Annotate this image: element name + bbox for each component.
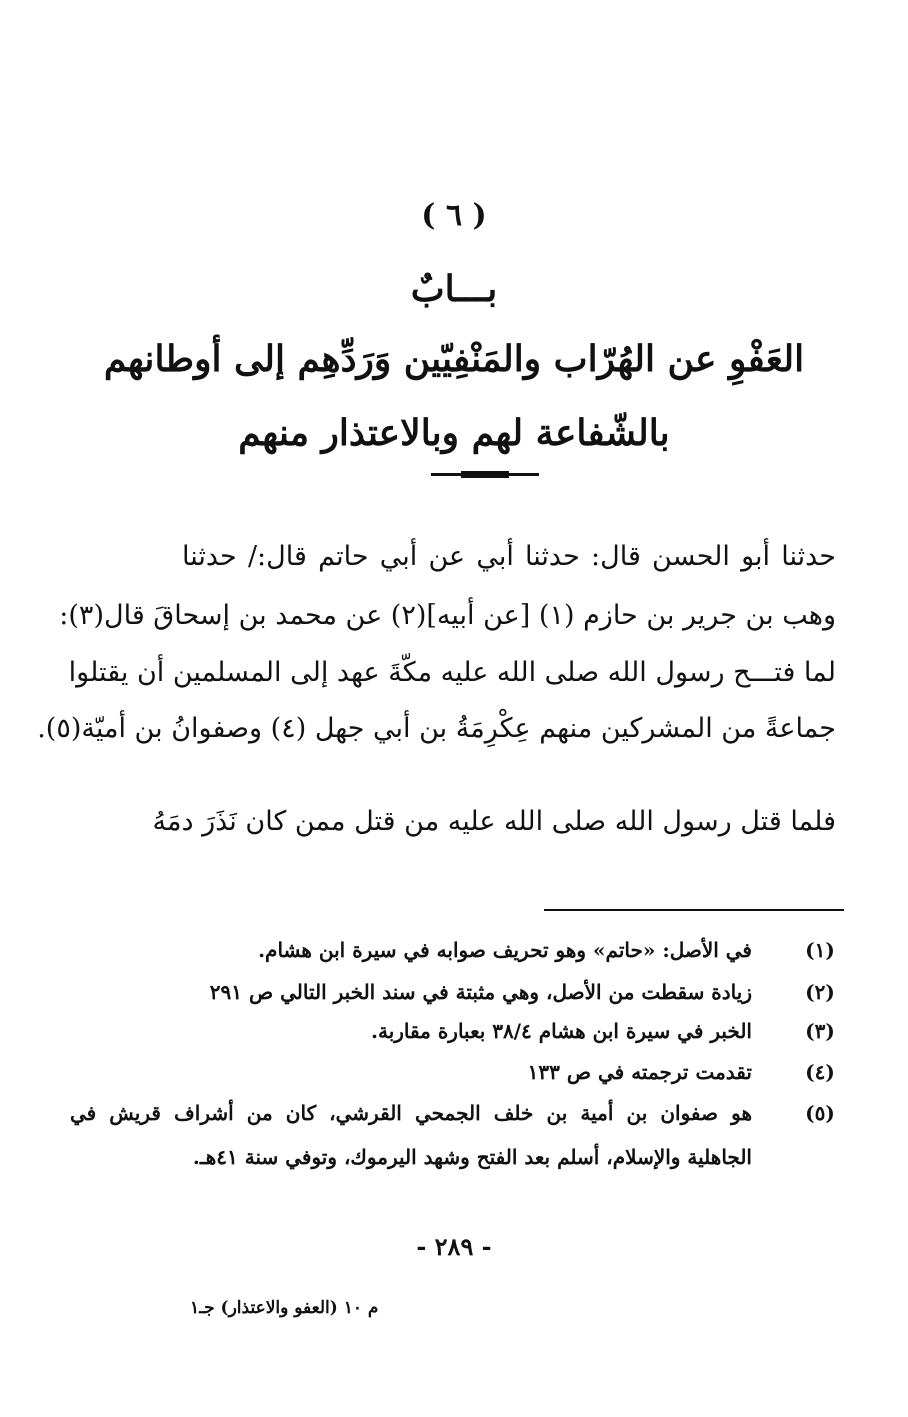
footnote-number: (٣) xyxy=(805,1019,835,1043)
footnote-text: تقدمت ترجمته في ص ١٣٣ xyxy=(527,1060,752,1084)
chapter-title-line-1: العَفْوِ عن الهُرّاب والمَنْفِيّين وَرَدِّهِم إلى أوطانهم xyxy=(103,338,805,380)
body-line: فلما قتل رسول الله صلى الله عليه من قتل ممن كان نَذَرَ دمَهُ xyxy=(152,806,836,837)
page-number: - ٢٨٩ - xyxy=(416,1232,492,1261)
footnote-item xyxy=(70,1101,840,1181)
footnote-number: (٢) xyxy=(805,980,835,1004)
footnote-separator xyxy=(544,909,844,911)
title-divider-center xyxy=(461,471,509,478)
chapter-number: ( ٦ ) xyxy=(421,198,487,233)
chapter-title-line-2: بالشّفاعة لهم وبالاعتذار منهم xyxy=(238,412,670,454)
body-line: حدثنا أبو الحسن قال: حدثنا أبي عن أبي حاتم قال:/ حدثنا xyxy=(182,541,836,572)
footnote-item xyxy=(70,980,840,1010)
footnote-item xyxy=(70,1019,840,1049)
body-line: وهب بن جرير بن حازم (١) [عن أبيه](٢) عن محمد بن إسحاقَ قال(٣): xyxy=(59,600,836,631)
footnote-item xyxy=(70,1060,840,1090)
footnote-number: (١) xyxy=(805,938,835,962)
footnote-text-continued: الجاهلية والإسلام، أسلم بعد الفتح وشهد اليرموك، وتوفي سنة ٤١هـ. xyxy=(192,1145,752,1169)
footnote-text: هو صفوان بن أمية بن خلف الجمحي القرشي، كان من أشراف قريش في xyxy=(70,1101,752,1125)
footnote-number: (٤) xyxy=(805,1060,835,1084)
footnote-text: زيادة سقطت من الأصل، وهي مثبتة في سند الخبر التالي ص ٢٩١ xyxy=(209,980,752,1004)
body-line: جماعةً من المشركين منهم عِكْرِمَةُ بن أبي جهل (٤) وصفوانُ بن أميّة(٥). xyxy=(37,713,836,744)
chapter-label: بـــابٌ xyxy=(410,268,498,310)
printer-signature: م ١٠ (العفو والاعتذار) جـ١ xyxy=(190,1298,379,1318)
body-line: لما فتـــح رسول الله صلى الله عليه مكّةَ عهد إلى المسلمين أن يقتلوا xyxy=(68,657,836,688)
footnote-text: في الأصل: «حاتم» وهو تحريف صوابه في سيرة ابن هشام. xyxy=(258,938,752,962)
footnote-item xyxy=(70,938,840,968)
footnote-number: (٥) xyxy=(805,1101,835,1125)
footnote-text: الخبر في سيرة ابن هشام ٣٨/٤ بعبارة مقاربة. xyxy=(371,1019,752,1043)
